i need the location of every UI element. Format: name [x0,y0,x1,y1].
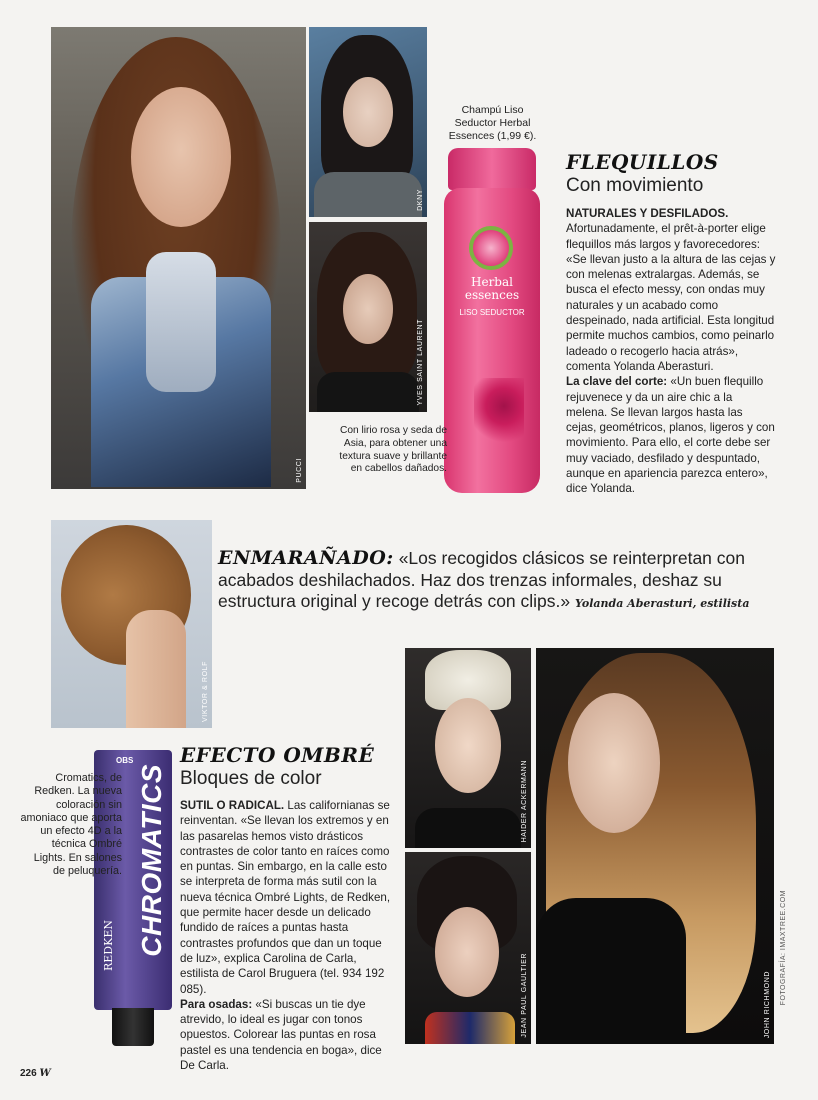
herbal-logo-icon [469,226,513,270]
flower-decoration [474,378,524,448]
enmaranado-block [218,548,788,615]
top-shape [317,372,419,412]
photo-jean-paul-gaultier [405,852,531,1044]
ombre-title: EFECTO OMBRÉ [180,743,375,767]
ombre-body [180,798,392,1073]
face-shape [343,274,393,344]
credit-pucci: PUCCI [296,458,303,483]
coat-shape [536,898,686,1044]
shampoo-name: LISO SEDUCTOR [459,308,525,317]
photo-john-richmond [536,648,774,1044]
bottle-body [444,188,540,493]
bottle-cap [448,148,536,190]
enmaranado-quote: «Los recogidos clásicos se reinterpretan con acabados deshilachados. Haz dos trenzas informales, deshaz su estructura original y recoge detrás con clips.» [218,548,745,611]
magazine-logo: W [39,1068,51,1079]
flequillos-lead: NATURALES Y DESFILADOS. [566,207,729,220]
face-shape [131,87,231,227]
photo-ysl [309,222,427,412]
shampoo-caption-top: Champú Liso Seductor Herbal Essences (1,99 €). [448,104,537,142]
chromatics-name: CHROMATICS [136,764,167,957]
sweater-shape [314,172,422,217]
flequillos-body [566,206,776,497]
credit-richmond: JOHN RICHMOND [764,970,771,1038]
tube-cap [112,1008,154,1046]
credit-haider: HAIDER ACKERMANN [521,759,528,842]
credit-dkny: DKNY [417,189,424,211]
credit-viktor: VIKTOR & ROLF [202,661,209,722]
chromatics-caption: Cromatics, de Redken. La nueva coloración sin amoniaco que aporta un efecto 4D a la técnica Ombré Lights. En salones de peluquería. [20,772,122,878]
enmaranado-title: ENMARAÑADO: [218,547,394,569]
page-footer [20,1068,51,1079]
flequillos-subtitle: Con movimiento [566,175,704,196]
photo-pucci [51,27,306,489]
shampoo-caption-bottom: Con lirio rosa y seda de Asia, para obtener una textura suave y brillante en cabellos dañados. [339,425,447,475]
face-shape [435,698,501,793]
ombre-subtitle: Bloques de color [180,768,322,789]
photo-dkny [309,27,427,217]
redken-brand: REDKEN [102,920,115,972]
shampoo-brand: Herbal essences [464,275,520,302]
ombre-lead: SUTIL O RADICAL. [180,799,285,812]
photo-haider-ackermann [405,648,531,848]
ombre-lead2: Para osadas: [180,997,253,1011]
face-shape [435,907,499,997]
photo-viktor-rolf [51,520,212,728]
shampoo-bottle [444,148,540,493]
face-shape [568,693,660,833]
page-number: 226 [20,1068,37,1079]
collar-shape [146,252,216,392]
top-shape [415,808,521,848]
necklace-shape [425,1012,515,1044]
credit-ysl: YVES SAINT LAURENT [417,319,424,406]
flequillos-p2: «Un buen flequillo rejuvenece y da un aire chic a la melena. Se llevan largos hasta las cejas, geométricos, planos, ligeros y con movimiento. Para ello, el corte debe ser muy vaciado, desfilado y despuntado, aunque en apariencia parezca entero», dice Yolanda. [566,375,775,496]
face-shape [343,77,393,147]
ombre-p2: «Si buscas un tie dye atrevido, lo ideal es jugar con tonos opuestos. Colorear las puntas en rosa pastel es una tendencia en boga», dice De Carla. [180,997,382,1073]
chromatics-badge: OBS [116,756,134,765]
flequillos-lead2: La clave del corte: [566,375,668,389]
neck-shape [126,610,186,728]
ombre-p1: Las californianas se reinventan. «Se llevan los extremos y en las pasarelas hemos visto drásticos contrastes de color tanto en raíces como en puntas. Sin embargo, en la calle esto se interpreta de forma más sutil con la nueva técnica Ombré Lights, de Redken, que permite hacer desde un delicado fundido de raíces a puntas hasta contrastes profundos que dan un toque de luz», explica Carolina de Carla, estilista de Carol Bruguera (tel. 934 192 085). [180,799,391,996]
credit-gaultier: JEAN PAUL GAULTIER [521,953,528,1038]
flequillos-title: FLEQUILLOS [566,150,719,174]
photo-credit: FOTOGRAFÍA: IMAXTREE.COM [780,890,787,1006]
flequillos-p1: Afortunadamente, el prêt-à-porter elige flequillos más largos y favorecedores: «Se llevan justo a la altura de las cejas y con melenas extralargas. Además, se busca el efecto messy, con ondas muy naturales y un acabado como despeinado, nada artificial. Esta longitud permite muchos cambios, como peinarlo ladeado o recogerlo hacia atrás», comenta Yolanda Aberasturi. [566,222,776,373]
enmaranado-author: Yolanda Aberasturi, estilista [575,597,750,610]
